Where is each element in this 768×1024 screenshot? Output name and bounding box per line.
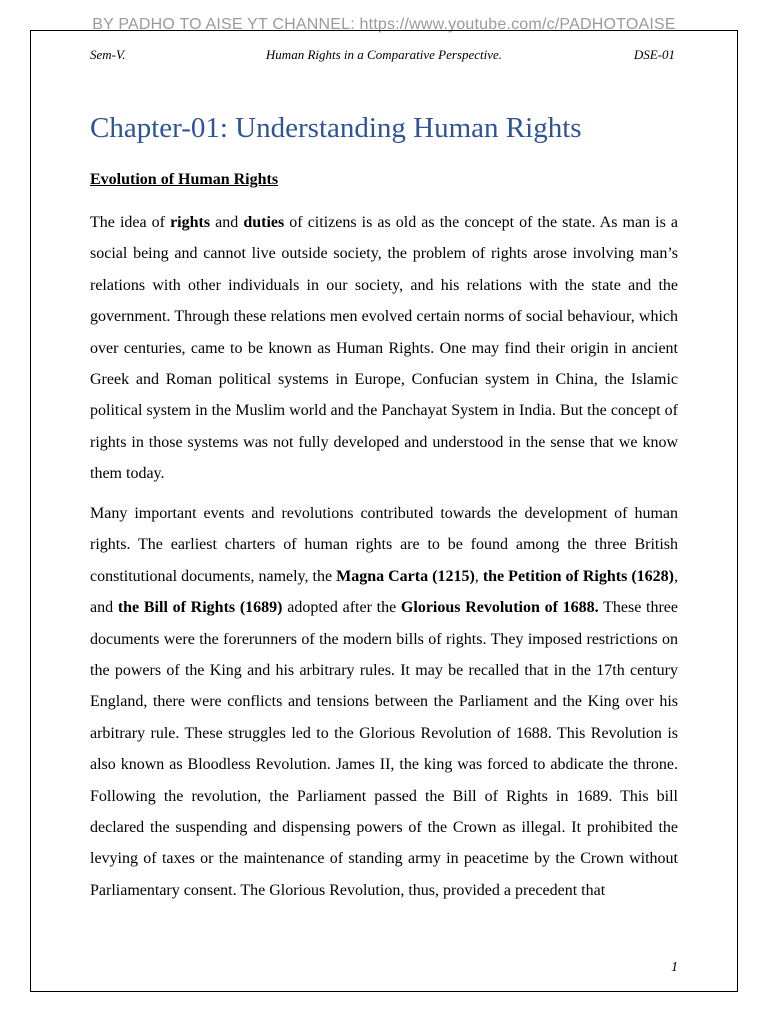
paragraph-2-bold-magna-carta: Magna Carta (1215)	[336, 567, 475, 585]
paragraph-1-text: of citizens is as old as the concept of the state. As man is a social being and cannot live outside society, the problem of rights arose involving man’s relations with other individuals in our society, and his relations with the state and the government. Through these relations men evolved certain norms of social behaviour, which over centuries, came to be known as Human Rights. One may find their origin in ancient Greek and Roman political systems in Europe, Confucian system in China, the Islamic political system in the Muslim world and the Panchayat System in India. But the concept of rights in those systems was not fully developed and understood in the sense that we know them today.	[90, 214, 678, 483]
paragraph-2-text: Many important events and revolutions contributed towards the development of human rights. The earliest charters of human rights are to be found among the three British constitutional documents, namely, the	[90, 505, 678, 585]
paragraph-2	[90, 498, 678, 906]
section-heading: Evolution of Human Rights	[90, 171, 279, 188]
header-course-title: Human Rights in a Comparative Perspective.	[265, 47, 503, 62]
paragraph-1	[90, 207, 678, 490]
paragraph-1-bold-duties: duties	[243, 214, 285, 231]
paragraph-2-bold-petition-of-rights: the Petition of Rights (1628)	[482, 567, 674, 585]
paragraph-2-bold-bill-of-rights: the Bill of Rights (1689)	[117, 599, 283, 617]
header-course-code: DSE-01	[633, 47, 675, 62]
paragraph-2-text: ,	[474, 567, 483, 585]
paragraph-2-text: These three documents were the forerunners of the modern bills of rights. They imposed restrictions on the powers of the King and his arbitrary rules. It may be recalled that in the 17th century England, there were conflicts and tensions between the Parliament and the King over his arbitrary rule. These struggles led to the Glorious Revolution of 1688. This Revolution is also known as Bloodless Revolution. James II, the king was forced to abdicate the throne. Following the revolution, the Parliament passed the Bill of Rights in 1689. This bill declared the suspending and dispensing powers of the Crown as illegal. It prohibited the levying of taxes or the maintenance of standing army in peacetime by the Crown without Parliamentary consent. The Glorious Revolution, thus, provided a precedent that	[90, 599, 679, 899]
paragraph-1-text: and	[210, 214, 244, 231]
watermark: BY PADHO TO AISE YT CHANNEL: https://www.youtube.com/c/PADHOTOAISE	[92, 16, 676, 33]
paragraph-1-bold-rights: rights	[170, 214, 211, 231]
paragraph-1-text: The idea of	[90, 214, 171, 231]
page-number: 1	[671, 960, 678, 975]
chapter-title: Chapter-01: Understanding Human Rights	[90, 112, 582, 144]
paragraph-2-text: adopted after the	[282, 599, 401, 617]
paragraph-2-bold-glorious-revolution: Glorious Revolution of 1688.	[400, 599, 599, 617]
header-semester: Sem-V.	[90, 47, 126, 62]
paragraph-2-text: , and	[90, 567, 678, 617]
